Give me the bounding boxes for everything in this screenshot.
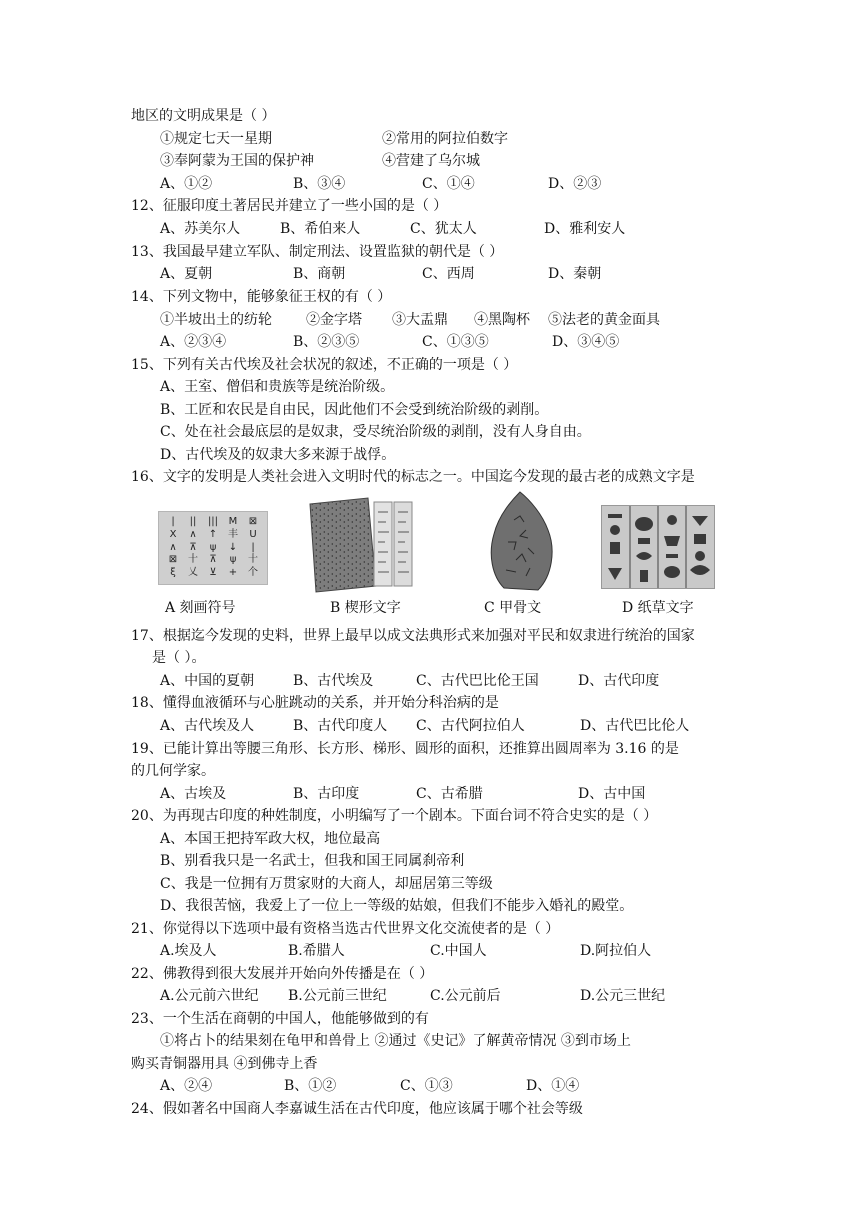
option-c: C.公元前后 — [430, 988, 501, 1004]
q14-item-3: ③大盂鼎 — [392, 312, 448, 328]
q15-option-d: D、古代埃及的奴隶大多来源于战俘。 — [160, 447, 396, 463]
carved-symbol: ||| — [207, 516, 219, 527]
option-a: A、古代埃及人 — [160, 718, 255, 734]
q12-stem: 12、征服印度土著居民并建立了一些小国的是（ ） — [131, 198, 448, 214]
option-c: C.中国人 — [430, 943, 487, 959]
option-b: B、希伯来人 — [280, 221, 361, 237]
carved-symbol: ∧ — [189, 528, 197, 540]
q14-item-5: ⑤法老的黄金面具 — [548, 312, 660, 328]
q24-stem: 24、假如著名中国商人李嘉诚生活在古代印度，他应该属于哪个社会等级 — [131, 1101, 583, 1117]
q11-item-2: ②常用的阿拉伯数字 — [382, 131, 508, 147]
carved-symbol: ↓ — [228, 541, 238, 553]
carved-symbol: ⊼ — [189, 541, 197, 553]
carved-symbol: 个 — [248, 567, 258, 579]
q14-stem: 14、下列文物中，能够象征王权的有（ ） — [131, 289, 392, 305]
carved-symbol: ∧ — [169, 541, 177, 553]
q15-option-a: A、王室、僧侣和贵族等是统治阶级。 — [160, 379, 395, 395]
option-d: D、古代印度 — [578, 673, 660, 689]
option-c: C、古代巴比伦王国 — [416, 673, 539, 689]
cuneiform-tablet-image — [306, 494, 416, 594]
option-a: A、②④ — [160, 1078, 213, 1094]
q14-item-4: ④黑陶杯 — [474, 312, 530, 328]
option-c: C、古希腊 — [416, 786, 483, 802]
q20-option-a: A、本国王把持军政大权，地位最高 — [160, 831, 381, 847]
option-d: D.公元三世纪 — [580, 988, 666, 1004]
option-b: B、③④ — [293, 176, 346, 192]
carved-symbol: | — [251, 541, 255, 553]
option-d: D、古中国 — [578, 786, 646, 802]
q11-item-3: ③奉阿蒙为王国的保护神 — [160, 153, 314, 169]
option-a: A.埃及人 — [160, 943, 217, 959]
option-c: C、①③⑤ — [422, 334, 489, 350]
q18-stem: 18、懂得血液循环与心脏跳动的关系，并开始分科治病的是 — [131, 695, 499, 711]
q17-stem-cont: 是（ ）。 — [152, 650, 206, 666]
q23-stem: 23、一个生活在商朝的中国人，他能够做到的有 — [131, 1011, 429, 1027]
option-a: A、苏美尔人 — [160, 221, 241, 237]
q23-items: ①将占卜的结果刻在龟甲和兽骨上 ②通过《史记》了解黄帝情况 ③到市场上 — [160, 1033, 631, 1049]
q22-options — [160, 986, 740, 1006]
q19-options — [160, 784, 720, 804]
carved-symbol: | — [171, 516, 175, 527]
q17-options — [160, 671, 720, 691]
caption-c: C 甲骨文 — [484, 600, 542, 616]
q11-item-4: ④营建了乌尔城 — [382, 153, 480, 169]
caption-a: A 刻画符号 — [165, 600, 236, 616]
q11-item-1: ①规定七天一星期 — [160, 131, 272, 147]
q14-options — [160, 332, 720, 352]
q21-options — [160, 941, 720, 961]
carved-symbol: 丰 — [228, 528, 238, 540]
q19-stem: 19、已能计算出等腰三角形、长方形、梯形、圆形的面积，还推算出圆周率为 3.16 的是 — [131, 741, 679, 757]
q23-items-cont: 购买青铜器用具 ④到佛寺上香 — [131, 1056, 318, 1072]
carved-symbol: 十 — [248, 554, 258, 566]
option-b: B、古印度 — [293, 786, 360, 802]
option-b: B.希腊人 — [288, 943, 345, 959]
option-b: B、古代印度人 — [293, 718, 388, 734]
option-c: C、西周 — [422, 266, 475, 282]
q20-option-c: C、我是一位拥有万贯家财的大商人，却屈居第三等级 — [160, 876, 493, 892]
option-c: C、①③ — [400, 1078, 453, 1094]
q23-options — [160, 1076, 720, 1096]
option-d: D.阿拉伯人 — [580, 943, 652, 959]
option-d: D、①④ — [526, 1078, 580, 1094]
q21-stem: 21、你觉得以下选项中最有资格当选古代世界文化交流使者的是（ ） — [131, 921, 560, 937]
carved-symbol: ψ — [209, 541, 217, 553]
carved-symbols-image — [158, 511, 268, 585]
carved-symbol: ↑ — [208, 528, 218, 540]
papyrus-hieroglyph-image — [601, 505, 715, 589]
option-b: B、②③⑤ — [293, 334, 360, 350]
q19-stem-cont: 的几何学家。 — [131, 763, 215, 779]
option-d: D、②③ — [548, 176, 602, 192]
option-a: A、中国的夏朝 — [160, 673, 255, 689]
option-b: B.公元前三世纪 — [288, 988, 387, 1004]
q20-option-b: B、别看我只是一名武士，但我和国王同属刹帝利 — [160, 853, 465, 869]
carved-symbol: 乂 — [188, 567, 198, 579]
q15-option-b: B、工匠和农民是自由民，因此他们不会受到统治阶级的剥削。 — [160, 402, 549, 418]
option-a: A、②③④ — [160, 334, 227, 350]
oracle-bone-image — [486, 490, 558, 594]
q17-stem: 17、根据迄今发现的史料，世界上最早以成文法典形式来加强对平民和奴隶进行统治的国家 — [131, 628, 695, 644]
q13-options — [160, 264, 720, 284]
q20-option-d: D、我很苦恼，我爱上了一位上一等级的姑娘，但我们不能步入婚礼的殿堂。 — [160, 898, 634, 914]
option-a: A、①② — [160, 176, 213, 192]
q18-options — [160, 716, 740, 736]
option-d: D、古代巴比伦人 — [580, 718, 690, 734]
carved-symbol: ψ — [229, 554, 237, 566]
cuneiform-tablet-drawing — [306, 494, 416, 594]
option-b: B、①② — [284, 1078, 337, 1094]
option-c: C、犹太人 — [410, 221, 477, 237]
q20-stem: 20、为再现古印度的种姓制度，小明编写了一个剧本。下面台词不符合史实的是（ ） — [131, 808, 658, 824]
q12-options — [160, 219, 720, 239]
q11-options — [160, 174, 720, 194]
option-a: A.公元前六世纪 — [160, 988, 259, 1004]
option-c: C、古代阿拉伯人 — [416, 718, 525, 734]
q11-items-row-2 — [160, 151, 720, 171]
q14-items — [160, 310, 720, 330]
option-a: A、古埃及 — [160, 786, 227, 802]
option-a: A、夏朝 — [160, 266, 213, 282]
q14-item-1: ①半坡出土的纺轮 — [160, 312, 272, 328]
carved-symbol: ⊻ — [209, 567, 217, 579]
caption-b: B 楔形文字 — [330, 600, 401, 616]
oracle-bone-drawing — [486, 490, 558, 594]
q11-stem-tail: 地区的文明成果是（ ） — [131, 108, 276, 124]
carved-symbol: + — [228, 567, 238, 579]
carved-symbol: || — [189, 516, 197, 527]
q16-stem: 16、文字的发明是人类社会进入文明时代的标志之一。中国迄今发现的最古老的成熟文字是 — [131, 469, 695, 485]
option-d: D、雅利安人 — [544, 221, 626, 237]
carved-symbol: ξ — [170, 567, 176, 579]
carved-symbol: ⊠ — [168, 554, 178, 566]
carved-symbol: 十 — [188, 554, 198, 566]
caption-d: D 纸草文字 — [622, 600, 694, 616]
carved-symbol: U — [249, 528, 257, 540]
option-c: C、①④ — [422, 176, 475, 192]
option-d: D、秦朝 — [548, 266, 602, 282]
q22-stem: 22、佛教得到很大发展并开始向外传播是在（ ） — [131, 966, 434, 982]
papyrus-hieroglyph-drawing — [602, 506, 714, 588]
q15-option-c: C、处在社会最底层的是奴隶，受尽统治阶级的剥削，没有人身自由。 — [160, 424, 591, 440]
q15-stem: 15、下列有关古代埃及社会状况的叙述，不正确的一项是（ ） — [131, 357, 518, 373]
q11-items-row-1 — [160, 129, 720, 149]
carved-symbol: M — [228, 516, 238, 527]
carved-symbol: ⊠ — [248, 516, 258, 527]
option-b: B、商朝 — [293, 266, 346, 282]
carved-symbol: X — [169, 528, 177, 540]
carved-symbol: ⊼ — [209, 554, 217, 566]
option-d: D、③④⑤ — [552, 334, 620, 350]
q14-item-2: ②金字塔 — [306, 312, 362, 328]
q13-stem: 13、我国最早建立军队、制定刑法、设置监狱的朝代是（ ） — [131, 244, 504, 260]
option-b: B、古代埃及 — [293, 673, 374, 689]
